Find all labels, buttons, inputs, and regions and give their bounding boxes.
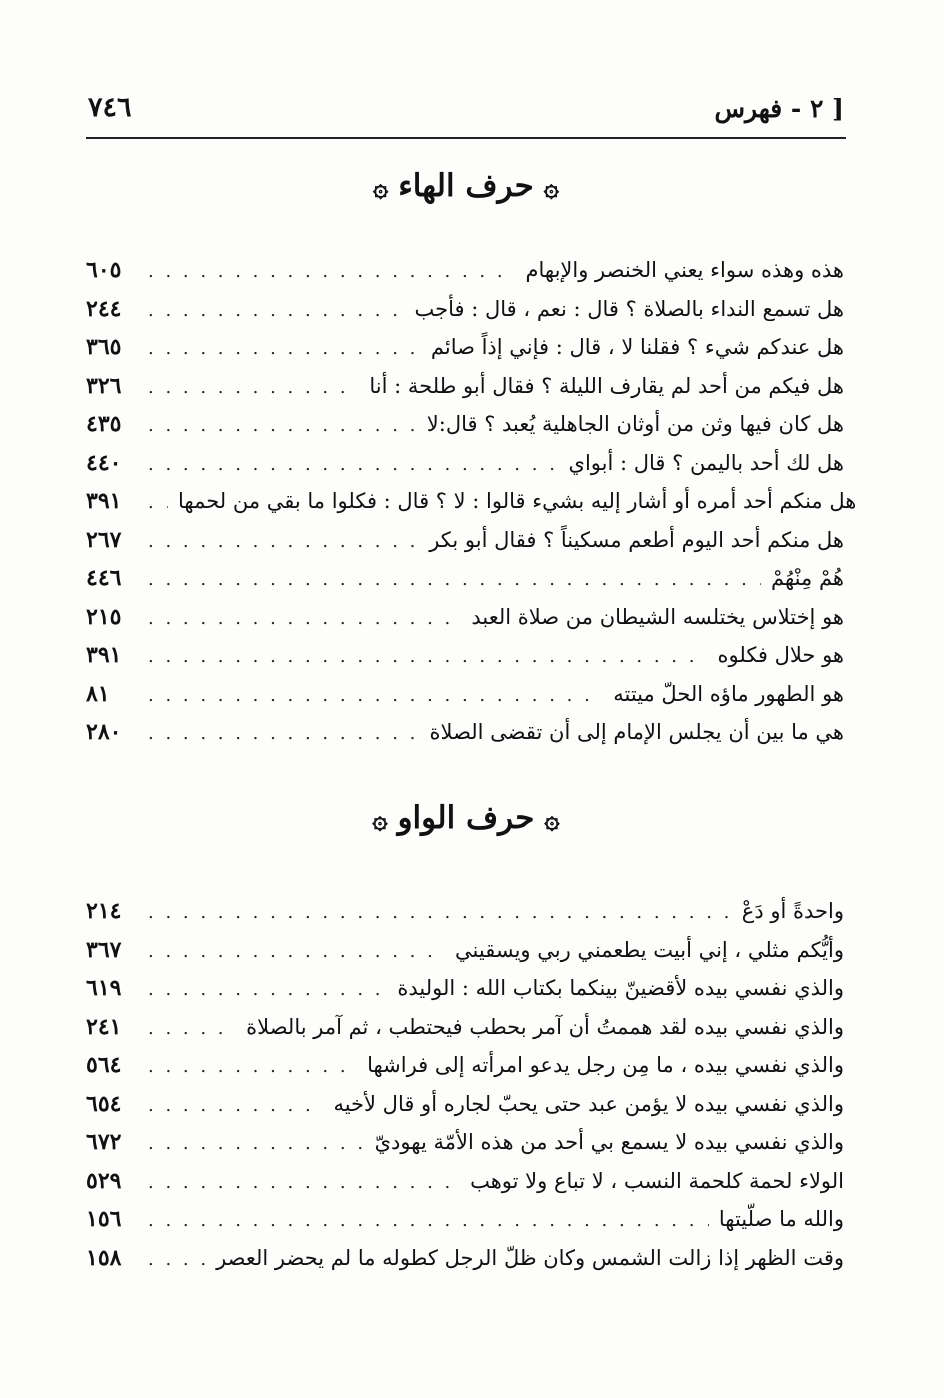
index-entry: [86, 1123, 844, 1162]
entry-page-number: ٣٦٧: [86, 936, 122, 963]
index-entry: [86, 1046, 844, 1085]
ornament-icon: ۞: [543, 172, 560, 203]
dot-leader: [148, 677, 603, 716]
entry-text: والذي نفسي بيده لا يسمع بي أحد من هذه الأمّة يهوديّ: [374, 1130, 844, 1154]
dot-leader: [148, 638, 708, 677]
ornament-icon: ۞: [372, 172, 389, 203]
entry-text: واحدةً أو دَعْ: [741, 899, 844, 923]
index-entry: [86, 931, 844, 970]
dot-leader: [148, 715, 420, 754]
entry-text: والذي نفسي بيده ، ما مِن رجل يدعو امرأته إلى فراشها: [367, 1053, 844, 1077]
dot-leader: [148, 1048, 357, 1087]
index-entry: [86, 1008, 844, 1047]
entry-text: هل لك أحد باليمن ؟ قال : أبواي: [568, 450, 844, 475]
index-entry: [86, 482, 857, 521]
dot-leader: [148, 1164, 460, 1203]
entry-page-number: ١٥٨: [86, 1244, 122, 1271]
dot-leader: [148, 561, 761, 600]
index-entry: [86, 1200, 844, 1239]
header-rule: [86, 137, 846, 139]
dot-leader: [148, 1087, 323, 1126]
entry-page-number: ٦٠٥: [86, 257, 122, 283]
index-entry: [86, 328, 844, 367]
entry-page-number: ٤٤٦: [86, 565, 122, 591]
entry-page-number: ٨١: [86, 680, 110, 707]
dot-leader: [148, 407, 417, 446]
index-entry: [86, 444, 844, 483]
entry-page-number: ٢٤٤: [86, 295, 122, 322]
entries-ha: [86, 251, 857, 752]
section-title-ha: ۞حرف الهاء۞: [372, 168, 560, 204]
index-entry: [86, 1162, 844, 1201]
entry-page-number: ٦٥٤: [86, 1090, 122, 1117]
entry-text: الولاء لحمة كلحمة النسب ، لا تباع ولا توهب: [470, 1168, 844, 1193]
entry-page-number: ٦١٩: [86, 975, 122, 1001]
index-entry: [86, 559, 844, 598]
dot-leader: [148, 369, 359, 408]
dot-leader: [148, 253, 516, 292]
entries-waw: [86, 892, 844, 1277]
dot-leader: [148, 330, 421, 369]
entry-text: هذه وهذه سواء يعني الخنصر والإبهام: [525, 258, 844, 282]
entry-page-number: ٣٢٦: [86, 372, 122, 399]
entry-page-number: ١٥٦: [86, 1206, 122, 1232]
entry-text: هو الطهور ماؤه الحلّ ميتته: [613, 681, 844, 706]
entry-page-number: ٣٩١: [86, 488, 122, 514]
entry-text: هُمْ مِنْهُمْ: [771, 566, 844, 590]
entry-text: وقت الظهر إذا زالت الشمس وكان ظلّ الرجل كطوله ما لم يحضر العصر: [216, 1245, 844, 1270]
dot-leader: [148, 971, 387, 1010]
entry-page-number: ٢١٥: [86, 603, 122, 630]
index-entry: [86, 521, 844, 560]
entry-page-number: ٦٧٢: [86, 1129, 122, 1155]
dot-leader: [148, 484, 168, 523]
dot-leader: [148, 933, 445, 972]
index-entry: [86, 251, 844, 290]
index-entry: [86, 598, 844, 637]
entry-text: هل تسمع النداء بالصلاة ؟ قال : نعم ، قال : فأجب: [414, 296, 844, 321]
entry-text: هل كان فيها وثن من أوثان الجاهلية يُعبد ؟ قال:لا: [426, 412, 844, 436]
index-entry: [86, 675, 844, 714]
index-entry: [86, 1085, 844, 1124]
entry-text: والله ما صلّيتها: [718, 1207, 844, 1231]
index-entry: [86, 713, 844, 752]
entry-page-number: ٤٣٥: [86, 411, 122, 437]
entry-page-number: ٤٤٠: [86, 449, 122, 476]
entry-text: هو حلال فكلوه: [717, 643, 844, 667]
page-number: ٧٤٦: [88, 92, 132, 123]
index-entry: [86, 290, 844, 329]
entry-text: هي ما بين أن يجلس الإمام إلى أن تقضى الصلاة: [429, 720, 844, 744]
dot-leader: [148, 894, 732, 933]
index-entry: [86, 367, 844, 406]
entry-page-number: ٥٦٤: [86, 1052, 122, 1078]
index-entry: [86, 892, 844, 931]
entry-text: هل فيكم من أحد لم يقارف الليلة ؟ فقال أبو طلحة : أنا: [369, 373, 844, 398]
index-entry: [86, 1239, 844, 1278]
header-title: [ ٢ - فهرس: [714, 94, 844, 123]
index-entry: [86, 636, 844, 675]
entry-text: والذي نفسي بيده لأقضينّ بينكما بكتاب الله : الوليدة: [397, 976, 844, 1000]
entry-page-number: ٢١٤: [86, 898, 122, 924]
ornament-icon: ۞: [372, 804, 388, 835]
entry-page-number: ٢٤١: [86, 1013, 122, 1040]
index-entry: [86, 405, 844, 444]
dot-leader: [148, 600, 461, 639]
entry-text: هل منكم أحد أمره أو أشار إليه بشيء قالوا : لا ؟ قال : فكلوا ما بقي من لحمها: [178, 489, 857, 513]
dot-leader: [148, 1202, 709, 1241]
entry-text: هل منكم أحد اليوم أطعم مسكيناً ؟ فقال أبو بكر: [429, 527, 844, 552]
entry-page-number: ٢٨٠: [86, 719, 122, 745]
running-header: [88, 92, 844, 132]
dot-leader: [148, 292, 405, 331]
dot-leader: [148, 1125, 365, 1164]
entry-page-number: ٣٩١: [86, 642, 122, 668]
entry-text: وأيُّكم مثلي ، إني أبيت يطعمني ربي ويسقيني: [455, 937, 844, 962]
dot-leader: [148, 446, 559, 485]
dot-leader: [148, 523, 419, 562]
entry-page-number: ٥٢٩: [86, 1167, 122, 1194]
dot-leader: [148, 1241, 206, 1280]
entry-page-number: ٣٦٥: [86, 334, 122, 360]
entry-text: هو إختلاس يختلسه الشيطان من صلاة العبد: [471, 604, 844, 629]
entry-text: والذي نفسي بيده لقد هممتُ أن آمر بحطب فيحتطب ، ثم آمر بالصلاة: [246, 1014, 844, 1039]
ornament-icon: ۞: [544, 804, 560, 835]
index-entry: [86, 969, 844, 1008]
entry-page-number: ٢٦٧: [86, 526, 122, 553]
section-title-waw: ۞حرف الواو۞: [372, 800, 560, 836]
dot-leader: [148, 1010, 236, 1049]
entry-text: والذي نفسي بيده لا يؤمن عبد حتى يحبّ لجاره أو قال لأخيه: [333, 1091, 844, 1116]
entry-text: هل عندكم شيء ؟ فقلنا لا ، قال : فإني إذاً صائم: [430, 335, 844, 359]
